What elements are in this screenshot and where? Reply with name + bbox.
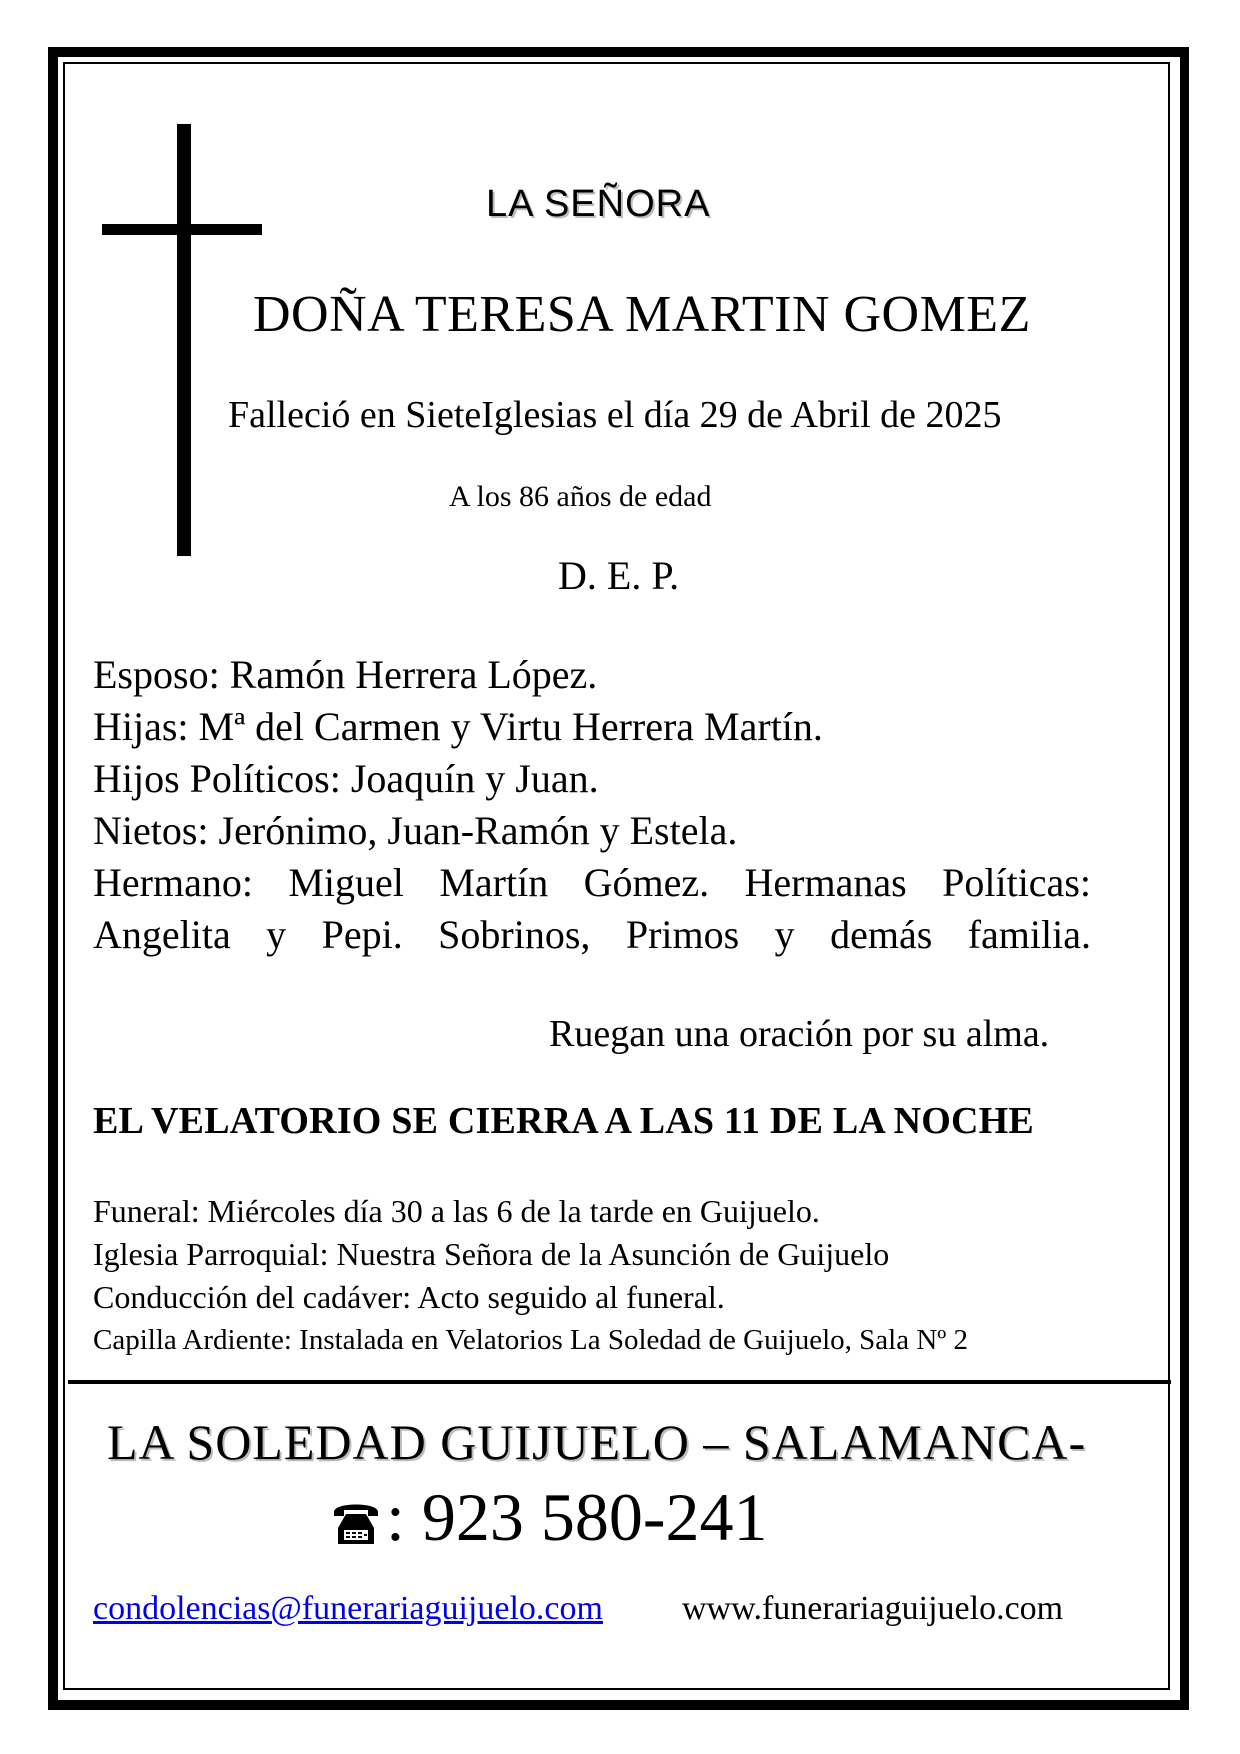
service-details <box>93 1190 968 1362</box>
company-name: LA SOLEDAD GUIJUELO – SALAMANCA- <box>107 1414 1087 1470</box>
cross-vertical-bar <box>177 124 191 556</box>
funeral-line: Funeral: Miércoles día 30 a las 6 de la tarde en Guijuelo. <box>93 1193 820 1229</box>
footer-divider <box>68 1380 1171 1384</box>
frame-shadow-right <box>1180 57 1189 1709</box>
family-line-grandchildren: Nietos: Jerónimo, Juan-Ramón y Estela. <box>93 808 738 853</box>
email-link[interactable]: condolencias@funerariaguijuelo.com <box>93 1590 603 1627</box>
frame-shadow-bottom <box>58 1700 1189 1709</box>
phone-row <box>330 1478 768 1557</box>
notice-heading: LA SEÑORA <box>486 183 711 225</box>
family-list <box>93 649 1093 961</box>
phone-number: : 923 580-241 <box>386 1479 768 1555</box>
dep-text: D. E. P. <box>558 553 680 598</box>
family-line-siblings: Hermano: Miguel Martín Gómez. Hermanas Políticas: <box>93 860 1091 905</box>
family-line-spouse: Esposo: Ramón Herrera López. <box>93 652 598 697</box>
velatorio-notice: EL VELATORIO SE CIERRA A LAS 11 DE LA NOCHE <box>93 1100 1034 1142</box>
deceased-name: DOÑA TERESA MARTIN GOMEZ <box>253 286 1031 343</box>
church-line: Iglesia Parroquial: Nuestra Señora de la Asunción de Guijuelo <box>93 1236 890 1272</box>
family-line-relatives: Angelita y Pepi. Sobrinos, Primos y demás familia. <box>93 912 1091 957</box>
death-date-line: Falleció en SieteIglesias el día 29 de Abril de 2025 <box>228 394 1002 436</box>
procession-line: Conducción del cadáver: Acto seguido al funeral. <box>93 1279 725 1315</box>
telephone-icon <box>330 1494 382 1548</box>
website-text: www.funerariaguijuelo.com <box>682 1590 1064 1627</box>
family-line-daughters: Hijas: Mª del Carmen y Virtu Herrera Martín. <box>93 704 823 749</box>
prayer-text: Ruegan una oración por su alma. <box>549 1013 1050 1055</box>
cross-horizontal-bar <box>102 224 262 235</box>
age-line: A los 86 años de edad <box>449 480 712 513</box>
chapel-line: Capilla Ardiente: Instalada en Velatorios La Soledad de Guijuelo, Sala Nº 2 <box>93 1324 969 1356</box>
family-line-in-laws: Hijos Políticos: Joaquín y Juan. <box>93 756 599 801</box>
